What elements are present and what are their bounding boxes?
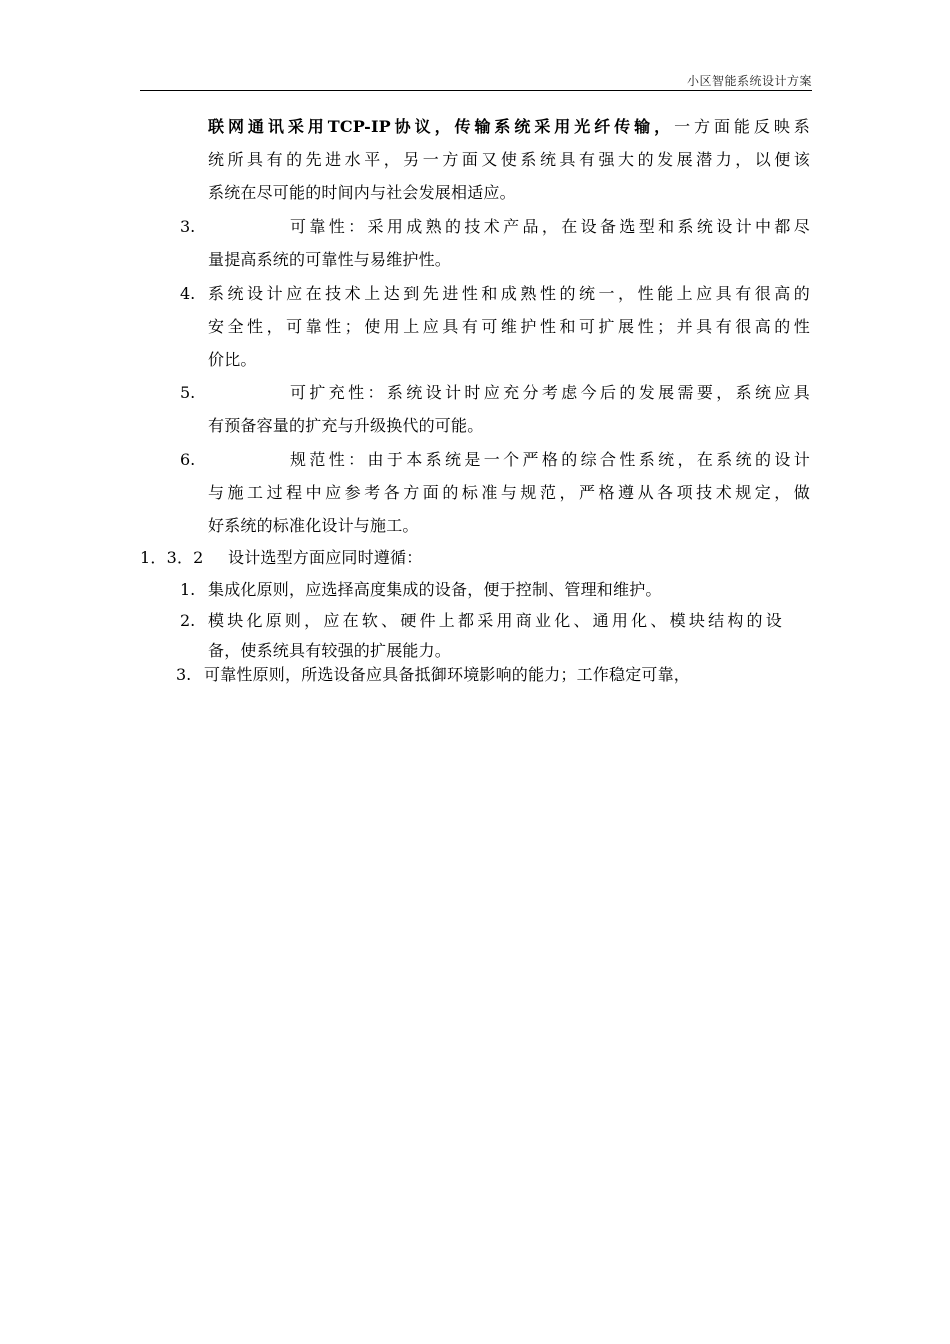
- list-item-line: 系统设计应在技术上达到先进性和成熟性的统一，性能上应具有很高的: [208, 284, 810, 303]
- list-item-line: 集成化原则，应选择高度集成的设备，便于控制、管理和维护。: [208, 580, 662, 599]
- page-header: [140, 70, 812, 91]
- bold-text: 联网通讯采用TCP-IP协议，传输系统采用光纤传输，: [208, 117, 675, 136]
- list-number: 3.: [180, 217, 196, 236]
- list-number: 1.: [180, 580, 196, 599]
- list-item-line: 量提高系统的可靠性与易维护性。: [208, 250, 452, 269]
- header-title: 小区智能系统设计方案: [686, 74, 812, 88]
- list-item-line: 安全性，可靠性；使用上应具有可维护性和可扩展性；并具有很高的性: [208, 317, 810, 336]
- list-number: 3.: [176, 665, 192, 684]
- section-title: 设计选型方面应同时遵循：: [228, 548, 423, 567]
- list-item-line: 规范性：由于本系统是一个严格的综合性系统，在系统的设计: [290, 450, 810, 469]
- list-number: 4.: [180, 284, 196, 303]
- paragraph-line: 统所具有的先进水平，另一方面又使系统具有强大的发展潜力，以便该: [208, 150, 810, 169]
- section-number: 1．3．2: [140, 548, 204, 567]
- list-item-line: 价比。: [208, 350, 257, 369]
- list-item-line: 有预备容量的扩充与升级换代的可能。: [208, 416, 484, 435]
- list-number: 5.: [180, 383, 196, 402]
- list-item-line: 模块化原则，应在软、硬件上都采用商业化、通用化、模块结构的设: [208, 611, 782, 630]
- list-item-line: 可靠性：采用成熟的技术产品，在设备选型和系统设计中都尽: [290, 217, 810, 236]
- list-item-line: 好系统的标准化设计与施工。: [208, 516, 419, 535]
- paragraph-line: 系统在尽可能的时间内与社会发展相适应。: [208, 183, 516, 202]
- list-item-line: 可靠性原则，所选设备应具备抵御环境影响的能力；工作稳定可靠，: [204, 665, 691, 684]
- paragraph-line: [208, 117, 810, 137]
- list-item-line: 备，使系统具有较强的扩展能力。: [208, 641, 452, 660]
- list-number: 6.: [180, 450, 196, 469]
- list-item-line: 与施工过程中应参考各方面的标准与规范，严格遵从各项技术规定，做: [208, 483, 810, 502]
- list-item-line: 可扩充性：系统设计时应充分考虑今后的发展需要，系统应具: [290, 383, 810, 402]
- list-number: 2.: [180, 611, 196, 630]
- body-text: 一方面能反映系: [674, 117, 811, 136]
